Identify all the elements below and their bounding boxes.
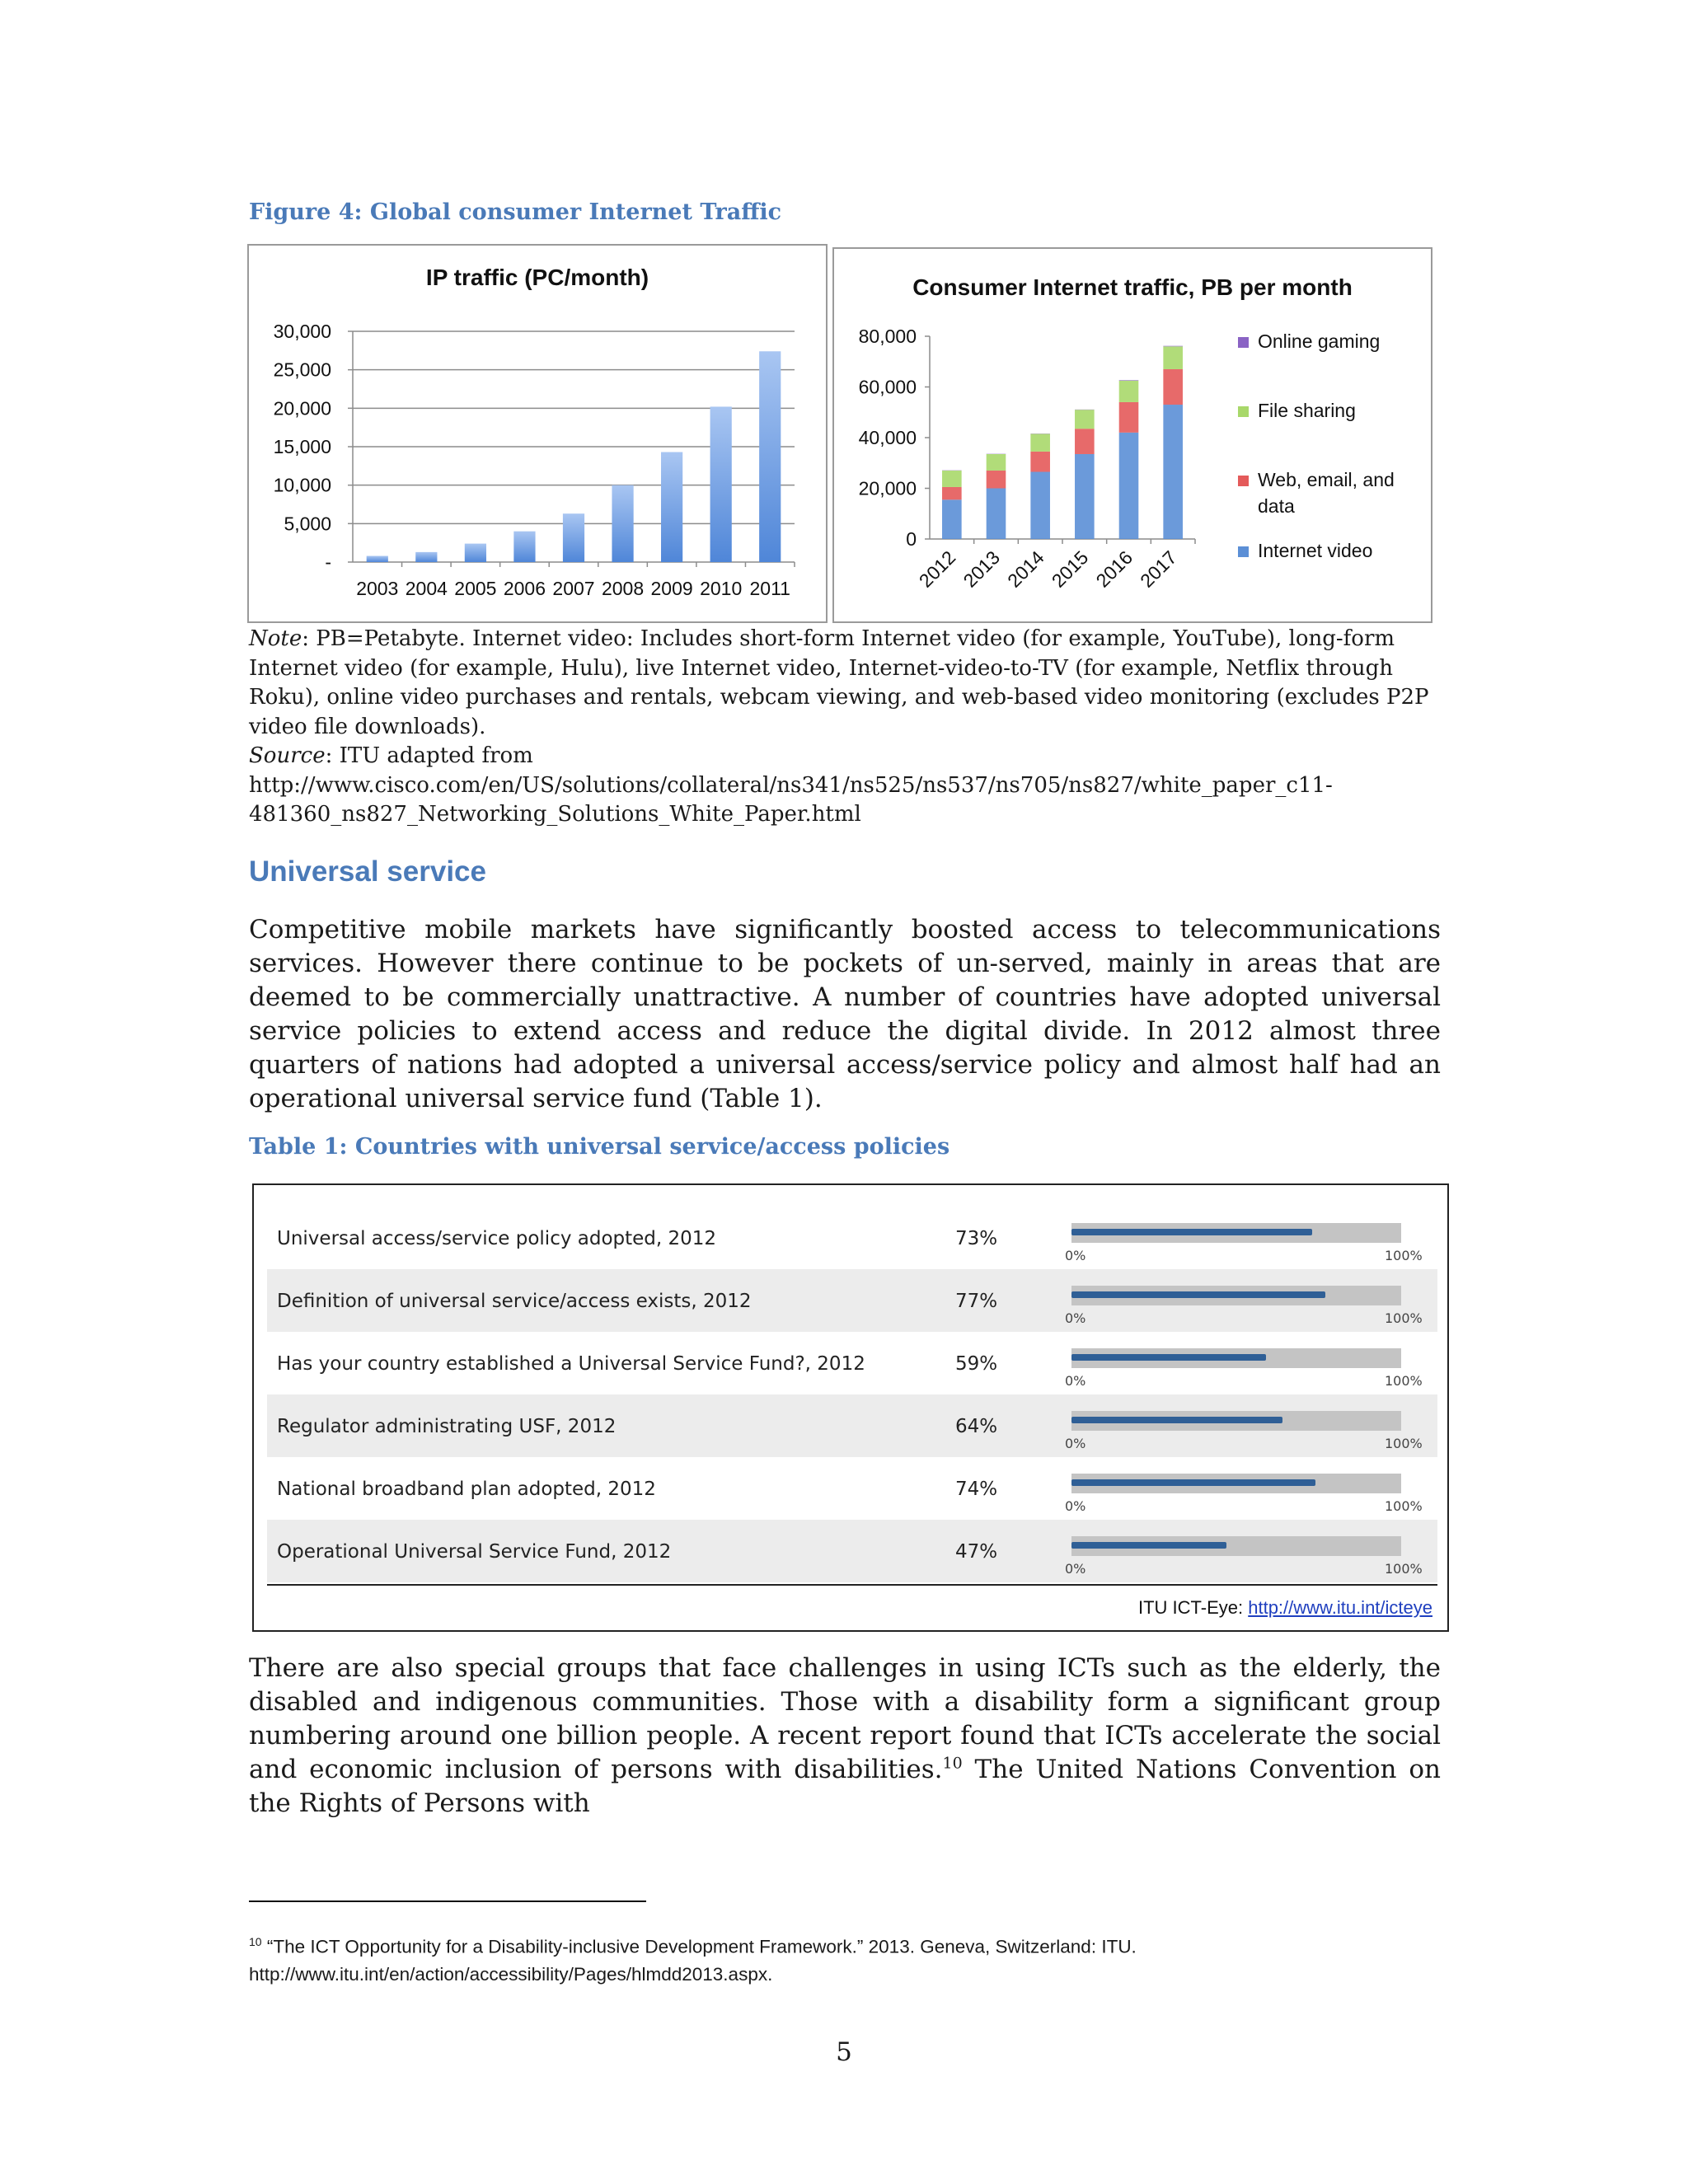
x-tick-label: 2004 xyxy=(405,578,448,599)
bar-2011 xyxy=(759,351,781,562)
page-number: 5 xyxy=(836,2037,852,2067)
bar-2016-online-gaming xyxy=(1119,380,1139,381)
bar-2009 xyxy=(661,452,682,562)
x-tick-label: 2003 xyxy=(356,578,399,599)
axis-max-label: 100% xyxy=(1385,1248,1423,1263)
bar-2016-internet-video xyxy=(1119,433,1139,539)
paragraph2-tail: The United Nations Convention on the Rights of Persons with xyxy=(249,1755,1442,1818)
legend-swatch xyxy=(1238,546,1249,557)
paragraph-special-groups xyxy=(249,1652,1441,1821)
x-tick-label: 2010 xyxy=(700,578,743,599)
row-percent: 74% xyxy=(955,1479,998,1500)
note-text: : PB=Petabyte. Internet video: Includes short-form Internet video (for example, YouTube), long-form Internet video (for example, Hulu), live Internet video, Internet-video-to-TV (for example, Netflix through Roku), online video purchases and rentals, webcam viewing, and web-based video monitoring (excludes P2P video file downloads). xyxy=(249,626,1429,739)
bar-2007 xyxy=(563,513,584,562)
x-tick-label: 2005 xyxy=(454,578,497,599)
axis-min-label: 0% xyxy=(1065,1436,1086,1451)
bar-2014-internet-video xyxy=(1030,472,1050,539)
footnote-ref[interactable]: 10 xyxy=(942,1754,963,1773)
progress-track xyxy=(1071,1536,1401,1556)
chart-title: Consumer Internet traffic, PB per month xyxy=(912,274,1353,300)
x-tick-label: 2016 xyxy=(1091,546,1137,592)
axis-min-label: 0% xyxy=(1065,1561,1086,1577)
y-tick-label: 80,000 xyxy=(858,326,917,347)
bar-2015-web-email-and-data xyxy=(1075,429,1095,454)
y-tick-label: 40,000 xyxy=(858,427,917,448)
bar-2015-internet-video xyxy=(1075,454,1095,539)
row-percent: 64% xyxy=(955,1416,998,1437)
x-tick-label: 2015 xyxy=(1047,546,1093,592)
y-tick-label: - xyxy=(325,551,331,573)
legend-swatch xyxy=(1238,476,1249,486)
source-url-line1[interactable]: http://www.cisco.com/en/US/solutions/collateral/ns341/ns525/ns537/ns705/ns827/white_paper_c11- xyxy=(249,772,1333,798)
x-tick-label: 2012 xyxy=(914,546,960,592)
progress-track xyxy=(1071,1348,1401,1368)
table-row xyxy=(267,1207,1437,1269)
bar-2014-file-sharing xyxy=(1030,434,1050,452)
y-tick-label: 20,000 xyxy=(858,477,917,499)
axis-max-label: 100% xyxy=(1385,1373,1423,1389)
progress-fill xyxy=(1071,1354,1266,1361)
footnote-number: 10 xyxy=(249,1935,262,1948)
progress-fill xyxy=(1071,1479,1315,1486)
table-row xyxy=(267,1520,1437,1582)
footnote-divider xyxy=(249,1900,646,1902)
y-tick-label: 5,000 xyxy=(284,513,331,535)
row-label: Has your country established a Universal Service Fund?, 2012 xyxy=(277,1353,865,1375)
bar-2017-web-email-and-data xyxy=(1163,369,1183,405)
footnote-line1: “The ICT Opportunity for a Disability-inclusive Development Framework.” 2013. Geneva, Switzerland: ITU. xyxy=(261,1936,1137,1957)
y-tick-label: 20,000 xyxy=(273,397,331,419)
legend-swatch xyxy=(1238,406,1249,417)
consumer-traffic-chart xyxy=(832,247,1432,623)
legend-label: Web, email, and data xyxy=(1258,469,1395,517)
figure-caption: Figure 4: Global consumer Internet Traffic xyxy=(249,199,782,225)
progress-track xyxy=(1071,1223,1401,1243)
y-tick-label: 10,000 xyxy=(273,474,331,496)
x-tick-label: 2006 xyxy=(503,578,546,599)
progress-fill xyxy=(1071,1542,1226,1549)
y-tick-label: 25,000 xyxy=(273,359,331,381)
table-bottom-rule xyxy=(267,1584,1437,1586)
progress-fill xyxy=(1071,1291,1325,1298)
axis-min-label: 0% xyxy=(1065,1310,1086,1326)
axis-max-label: 100% xyxy=(1385,1561,1423,1577)
source-url-line2[interactable]: 481360_ns827_Networking_Solutions_White_Paper.html xyxy=(249,802,861,827)
progress-track xyxy=(1071,1286,1401,1305)
x-tick-label: 2008 xyxy=(601,578,645,599)
row-percent: 73% xyxy=(955,1228,998,1249)
x-tick-label: 2017 xyxy=(1136,546,1181,592)
bar-2016-file-sharing xyxy=(1119,381,1139,402)
axis-max-label: 100% xyxy=(1385,1310,1423,1326)
bar-2008 xyxy=(612,485,633,562)
source-label: Source xyxy=(249,743,326,768)
bar-2017-internet-video xyxy=(1163,405,1183,539)
bar-2013-file-sharing xyxy=(987,454,1006,471)
x-tick-label: 2013 xyxy=(959,546,1005,592)
row-percent: 59% xyxy=(955,1353,998,1375)
table-row xyxy=(267,1394,1437,1457)
icteye-link[interactable]: http://www.itu.int/icteye xyxy=(1248,1597,1432,1618)
legend-label: Internet video xyxy=(1258,540,1373,561)
source-text: : ITU adapted from xyxy=(325,743,533,768)
bar-2003 xyxy=(367,556,388,562)
row-label: Definition of universal service/access exists, 2012 xyxy=(277,1291,752,1312)
y-tick-label: 15,000 xyxy=(273,436,331,457)
legend-label: File sharing xyxy=(1258,400,1356,421)
x-tick-label: 2007 xyxy=(552,578,595,599)
bar-2005 xyxy=(465,544,486,562)
legend-label: Online gaming xyxy=(1258,330,1381,352)
bar-2012-internet-video xyxy=(942,499,962,539)
bar-2012-file-sharing xyxy=(942,471,962,487)
progress-fill xyxy=(1071,1229,1312,1235)
bar-2016-web-email-and-data xyxy=(1119,402,1139,433)
ip-traffic-chart xyxy=(247,244,828,623)
axis-max-label: 100% xyxy=(1385,1436,1423,1451)
x-tick-label: 2011 xyxy=(749,578,790,599)
bar-2013-web-email-and-data xyxy=(987,471,1006,489)
note-label: Note xyxy=(249,626,302,651)
table-row xyxy=(267,1457,1437,1520)
row-label: Regulator administrating USF, 2012 xyxy=(277,1416,617,1437)
bar-2017-online-gaming xyxy=(1163,346,1183,347)
table-source-prefix: ITU ICT-Eye: xyxy=(1137,1597,1249,1618)
progress-track xyxy=(1071,1411,1401,1431)
y-tick-label: 0 xyxy=(906,528,917,550)
footnote-url[interactable]: http://www.itu.int/en/action/accessibility/Pages/hlmdd2013.aspx. xyxy=(249,1963,773,1985)
bar-2017-file-sharing xyxy=(1163,346,1183,369)
axis-max-label: 100% xyxy=(1385,1498,1423,1514)
legend-swatch xyxy=(1238,337,1249,348)
axis-min-label: 0% xyxy=(1065,1248,1086,1263)
table-row xyxy=(267,1332,1437,1394)
bar-2013-internet-video xyxy=(987,489,1006,540)
bar-2015-file-sharing xyxy=(1075,410,1095,429)
table-row xyxy=(267,1269,1437,1332)
y-tick-label: 30,000 xyxy=(273,321,331,342)
bar-2006 xyxy=(513,532,535,562)
bar-2010 xyxy=(710,406,732,562)
row-percent: 47% xyxy=(955,1541,998,1563)
row-label: Operational Universal Service Fund, 2012 xyxy=(277,1541,672,1563)
y-tick-label: 60,000 xyxy=(858,376,917,398)
row-percent: 77% xyxy=(955,1291,998,1312)
table-caption: Table 1: Countries with universal service/access policies xyxy=(249,1134,950,1160)
bar-2012-web-email-and-data xyxy=(942,487,962,499)
figure-note xyxy=(249,625,1444,830)
row-label: Universal access/service policy adopted, 2012 xyxy=(277,1228,717,1249)
bar-2004 xyxy=(415,552,437,562)
progress-track xyxy=(1071,1474,1401,1493)
x-tick-label: 2014 xyxy=(1003,546,1048,592)
paragraph-universal-service: Competitive mobile markets have significantly boosted access to telecommunications services. However there continue to be pockets of un-served, mainly in areas that are deemed to be commercially unattractive. A number of countries have adopted universal service policies to extend access and reduce the digital divide. In 2012 almost three quarters of nations had adopted a universal access/service policy and almost half had an operational universal service fund (Table 1). xyxy=(249,915,1441,1113)
universal-service-table xyxy=(252,1183,1449,1632)
progress-fill xyxy=(1071,1417,1282,1423)
axis-min-label: 0% xyxy=(1065,1373,1086,1389)
axis-min-label: 0% xyxy=(1065,1498,1086,1514)
x-tick-label: 2009 xyxy=(650,578,693,599)
chart-title: IP traffic (PC/month) xyxy=(425,265,649,290)
footnote xyxy=(249,1929,1444,1988)
section-heading: Universal service xyxy=(249,855,486,888)
bar-2014-web-email-and-data xyxy=(1030,452,1050,472)
table-source xyxy=(1138,1597,1432,1619)
ip-traffic-chart-svg xyxy=(249,246,826,621)
paragraph2-main: There are also special groups that face challenges in using ICTs such as the elderly, the disabled and indigenous communities. Those with a disability form a significant group numbering around one billion people. A recent report found that ICTs accelerate the social and economic inclusion of persons with disabilities. xyxy=(249,1653,1441,1784)
row-label: National broadband plan adopted, 2012 xyxy=(277,1479,656,1500)
consumer-traffic-chart-svg xyxy=(834,249,1431,621)
